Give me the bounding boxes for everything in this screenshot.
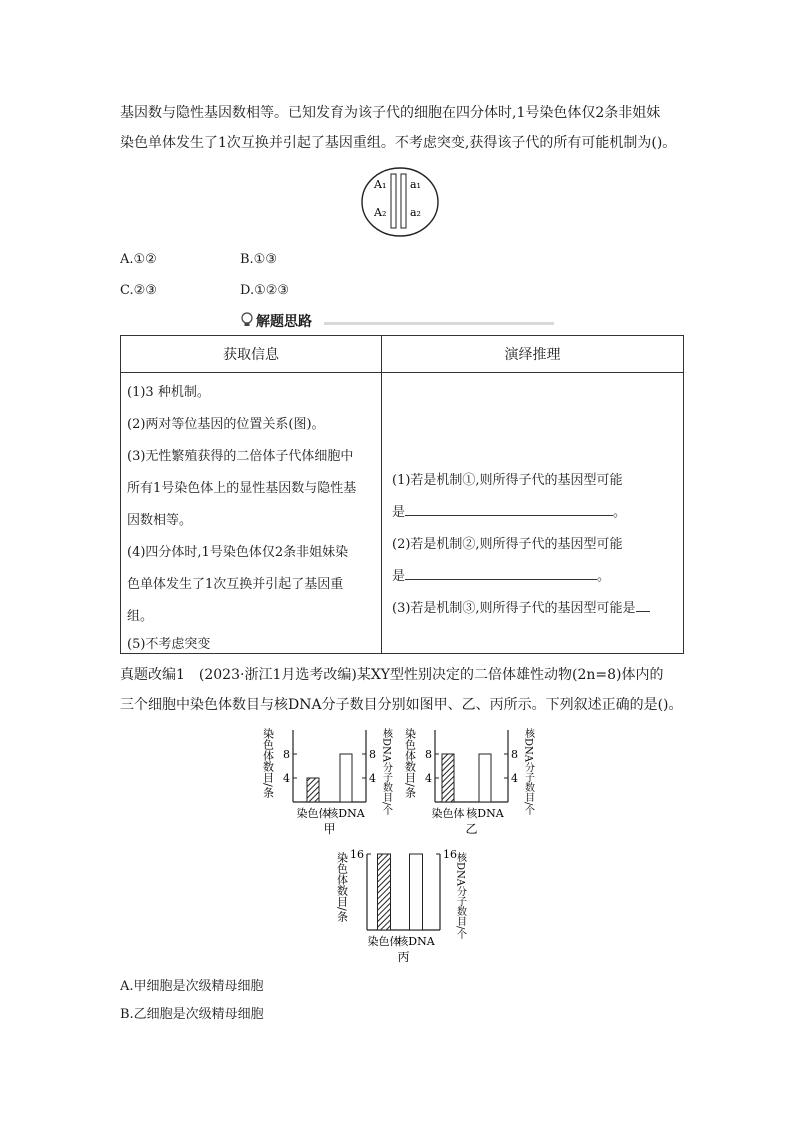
chart-title: 甲 xyxy=(323,822,336,836)
y-axis-label: 染色体数目/条 xyxy=(261,728,275,798)
y2-axis-label: 核DNA分子数目/个 xyxy=(454,852,466,940)
lightbulb-icon xyxy=(240,312,254,328)
chart-jia xyxy=(258,722,398,840)
reasoning-item-2: (2)若是机制②,则所得子代的基因型可能 xyxy=(392,537,623,552)
bar-dna xyxy=(340,754,352,802)
bar-chromosome xyxy=(307,778,319,802)
x-tick-label: 染色体 xyxy=(431,807,465,820)
y-axis-label: 染色体数目/条 xyxy=(335,852,349,922)
x-tick-label: 染色体 xyxy=(296,807,330,820)
y2-tick-label: 8 xyxy=(511,748,518,761)
y2-tick-label: 4 xyxy=(369,772,376,785)
thinking-banner xyxy=(240,310,560,332)
intro-line-1: 基因数与隐性基因数相等。已知发育为该子代的细胞在四分体时,1号染色体仅2条非姐妹 xyxy=(120,105,661,121)
option-d: D.①②③ xyxy=(240,283,290,298)
y-axis-label: 染色体数目/条 xyxy=(403,728,417,798)
option2-b: B.乙细胞是次级精母细胞 xyxy=(120,1007,264,1022)
reasoning-text: (3)若是机制③,则所得子代的基因型可能是 xyxy=(392,601,636,616)
info-item: 因数相等。 xyxy=(127,513,193,528)
gene-label-a1: a₁ xyxy=(410,178,421,191)
reasoning-suffix: 。 xyxy=(597,569,611,584)
answer-blank-3[interactable] xyxy=(636,599,650,612)
chromosome-left xyxy=(391,174,396,228)
option2-a: A.甲细胞是次级精母细胞 xyxy=(120,979,264,994)
info-item: (1)3 种机制。 xyxy=(127,385,210,400)
chart-bing xyxy=(332,842,472,966)
reasoning-item-3 xyxy=(392,597,650,616)
answer-blank-2[interactable] xyxy=(405,567,597,580)
answer-blank-1[interactable] xyxy=(405,503,613,516)
bar-dna xyxy=(479,754,491,802)
gene-label-A2: A₂ xyxy=(374,206,387,219)
table-header-left: 获取信息 xyxy=(121,336,382,373)
gene-label-a2: a₂ xyxy=(410,206,421,219)
intro-line-2: 染色单体发生了1次互换并引起了基因重组。不考虑突变,获得该子代的所有可能机制为()。 xyxy=(120,135,677,151)
y-tick-label: 4 xyxy=(425,772,432,785)
info-item: (4)四分体时,1号染色体仅2条非姐妹染 xyxy=(127,545,349,560)
reasoning-prefix: 是 xyxy=(392,569,406,584)
gene-label-A1: A₁ xyxy=(374,178,387,191)
bar-chromosome xyxy=(378,854,391,930)
cell-chromosome-figure xyxy=(360,166,440,238)
bar-chromosome xyxy=(442,754,454,802)
y2-tick-label: 4 xyxy=(511,772,518,785)
y2-tick-label: 8 xyxy=(369,748,376,761)
y-tick-label: 4 xyxy=(283,772,290,785)
reasoning-item-2-cont xyxy=(392,565,610,584)
info-item: (2)两对等位基因的位置关系(图)。 xyxy=(127,417,325,432)
reasoning-prefix: 是 xyxy=(392,505,406,520)
y2-axis-label: 核DNA分子数目/个 xyxy=(380,728,392,816)
info-item: 色单体发生了1次互换并引起了基因重 xyxy=(127,577,344,592)
x-tick-label: 染色体 xyxy=(367,935,401,948)
reasoning-item-1: (1)若是机制①,则所得子代的基因型可能 xyxy=(392,473,623,488)
x-tick-label: 核DNA xyxy=(327,807,365,820)
table-header-right: 演绎推理 xyxy=(382,336,684,373)
info-table xyxy=(120,335,684,654)
info-item: 所有1号染色体上的显性基因数与隐性基 xyxy=(127,481,357,496)
option-b: B.①③ xyxy=(240,252,277,267)
x-tick-label: 核DNA xyxy=(397,935,435,948)
info-item: (3)无性繁殖获得的二倍体子代体细胞中 xyxy=(127,449,354,464)
banner-divider xyxy=(324,322,554,325)
option-a: A.①② xyxy=(120,252,157,267)
question2-line-2: 三个细胞中染色体数目与核DNA分子数目分别如图甲、乙、丙所示。下列叙述正确的是()。 xyxy=(120,697,683,713)
info-item: (5)不考虑突变 xyxy=(127,637,211,652)
reasoning-suffix: 。 xyxy=(613,505,627,520)
y2-tick-label: 16 xyxy=(443,848,457,861)
thinking-title: 解题思路 xyxy=(256,314,312,330)
y-tick-label: 8 xyxy=(425,748,432,761)
table-left-cell xyxy=(121,373,382,654)
table-right-cell xyxy=(382,373,684,654)
chart-yi xyxy=(400,722,540,840)
chart-title: 乙 xyxy=(465,822,478,836)
option-c: C.②③ xyxy=(120,283,157,298)
info-item: 组。 xyxy=(127,609,154,624)
bar-dna xyxy=(410,854,423,930)
reasoning-item-1-cont xyxy=(392,501,626,520)
y2-axis-label: 核DNA分子数目/个 xyxy=(522,728,534,816)
y-tick-label: 16 xyxy=(350,848,364,861)
y-tick-label: 8 xyxy=(283,748,290,761)
chart-title: 丙 xyxy=(397,950,410,964)
x-tick-label: 核DNA xyxy=(466,807,504,820)
question2-line-1: 真题改编1 (2023·浙江1月选考改编)某XY型性别决定的二倍体雄性动物(2n=8)体内的 xyxy=(120,667,664,683)
chromosome-right xyxy=(401,174,406,228)
